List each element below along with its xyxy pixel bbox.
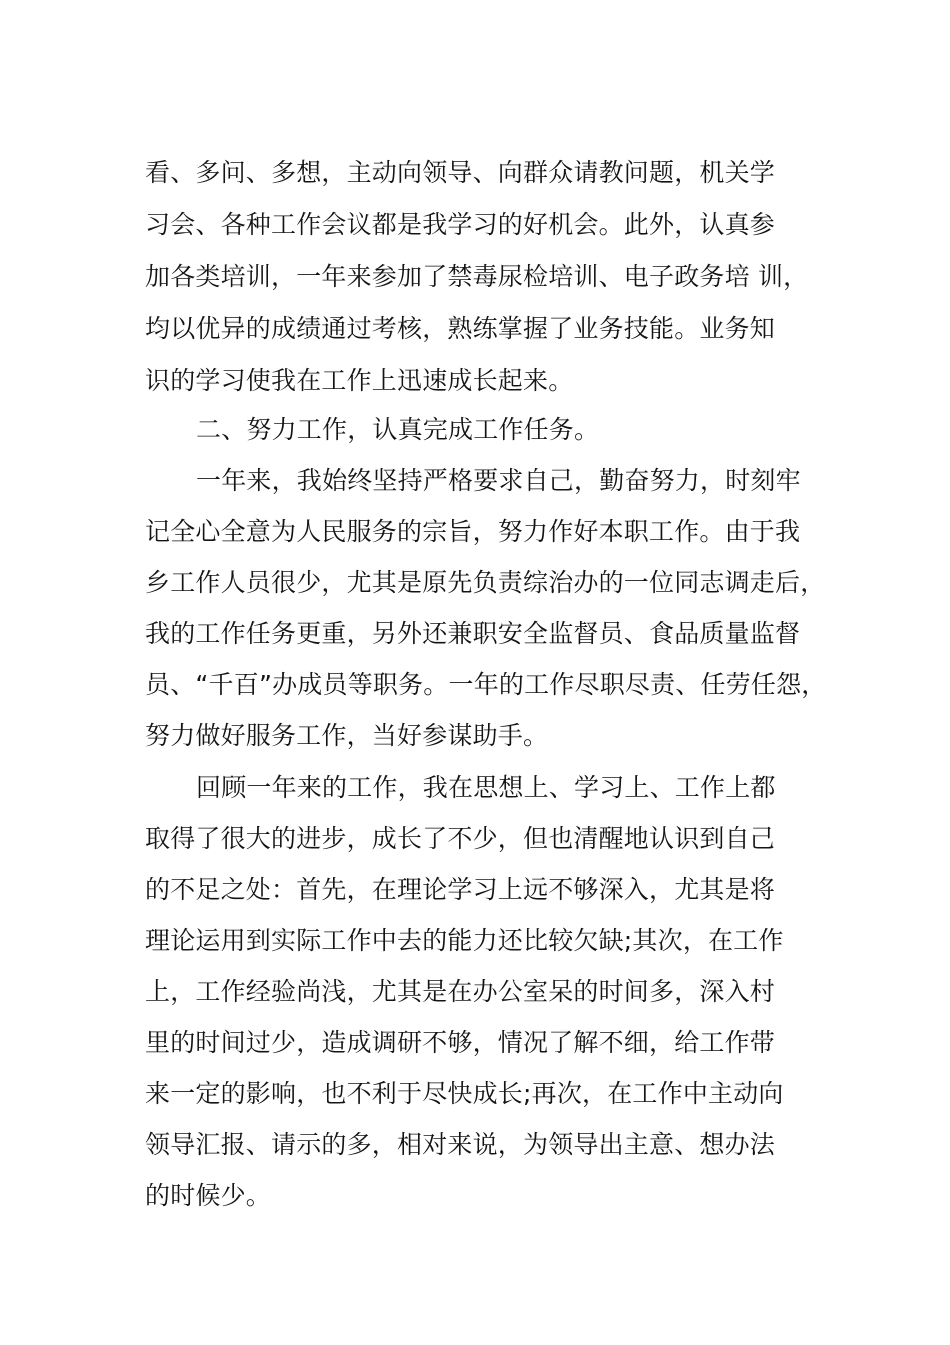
text-line: 我的工作任务更重，另外还兼职安全监督员、食品质量监督: [145, 619, 801, 648]
section-heading: 二、努力工作，认真完成工作任务。: [196, 415, 600, 444]
text-line: 看、多问、多想，主动向领导、向群众请教问题，机关学: [145, 158, 776, 187]
text-line: 领导汇报、请示的多，相对来说，为领导出主意、想办法: [145, 1130, 776, 1159]
text-line: 习会、各种工作会议都是我学习的好机会。此外，认真参: [145, 210, 776, 239]
text-line: 均以优异的成绩通过考核，熟练掌握了业务技能。业务知: [145, 314, 776, 343]
text-line: 员、“千百”办成员等职务。一年的工作尽职尽责、任劳任怨，: [145, 670, 827, 699]
text-line: 来一定的影响，也不利于尽快成长;再次，在工作中主动向: [145, 1079, 784, 1108]
text-line: 里的时间过少，造成调研不够，情况了解不细，给工作带: [145, 1028, 776, 1057]
text-line: 一年来，我始终坚持严格要求自己，勤奋努力，时刻牢: [196, 466, 801, 495]
text-line: 努力做好服务工作，当好参谋助手。: [145, 721, 549, 750]
text-line: 加各类培训，一年来参加了禁毒尿检培训、电子政务培 训，: [145, 262, 809, 291]
text-line: 回顾一年来的工作，我在思想上、学习上、工作上都: [196, 773, 776, 802]
text-line: 的不足之处：首先，在理论学习上远不够深入，尤其是将: [145, 875, 776, 904]
text-line: 的时候少。: [145, 1181, 272, 1210]
text-line: 乡工作人员很少，尤其是原先负责综治办的一位同志调走后，: [145, 568, 826, 597]
text-line: 记全心全意为人民服务的宗旨，努力作好本职工作。由于我: [145, 517, 801, 546]
text-line: 上，工作经验尚浅，尤其是在办公室呆的时间多，深入村: [145, 977, 776, 1006]
text-line: 识的学习使我在工作上迅速成长起来。: [145, 366, 574, 395]
text-line: 取得了很大的进步，成长了不少，但也清醒地认识到自己: [145, 824, 776, 853]
text-line: 理论运用到实际工作中去的能力还比较欠缺;其次，在工作: [145, 926, 784, 955]
